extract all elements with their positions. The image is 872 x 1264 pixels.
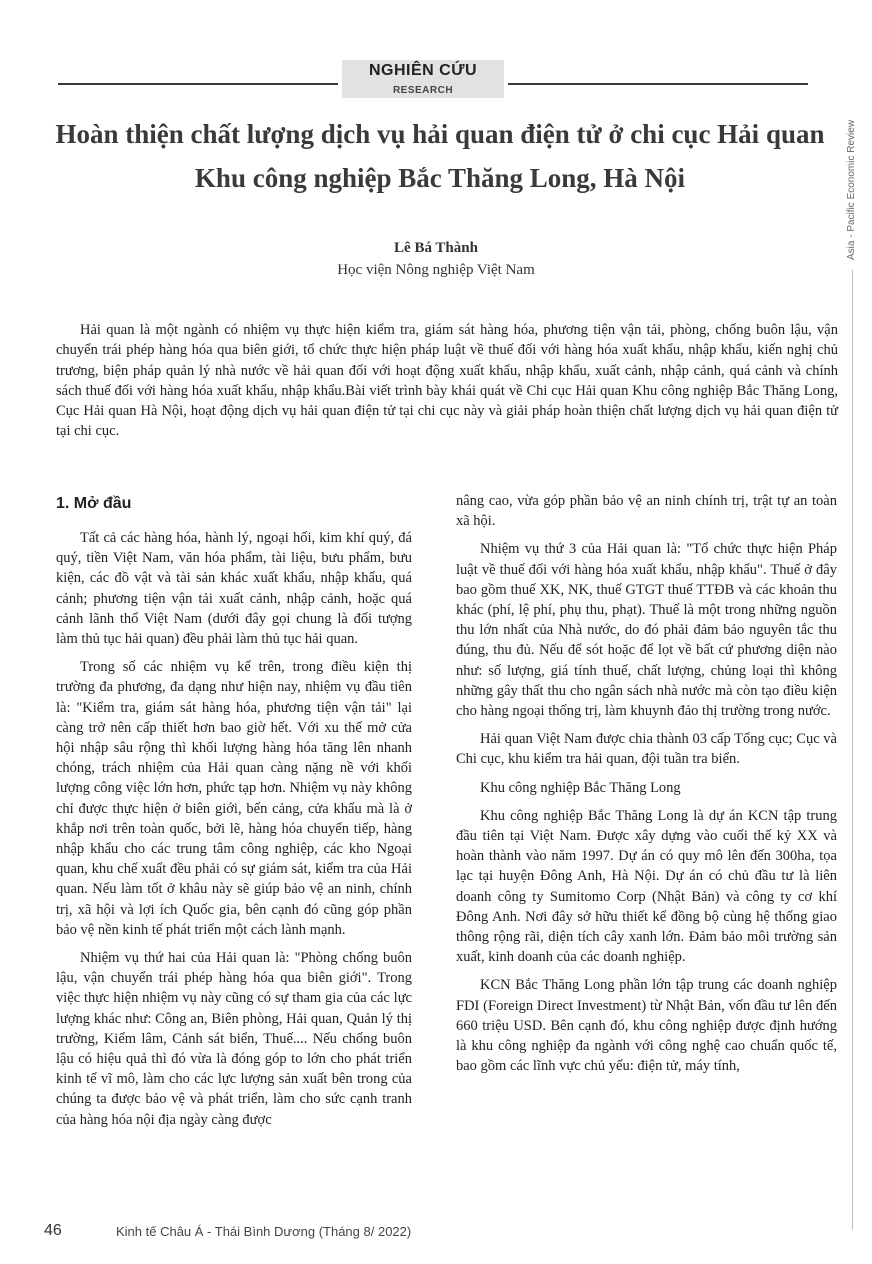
- abstract: Hải quan là một ngành có nhiệm vụ thực hiện kiểm tra, giám sát hàng hóa, phương tiện vận tải, phòng, chống buôn lậu, vận chuyển trái phép hàng hóa qua biên giới, tổ chức thực hiện pháp luật về thuế đối với hàng hóa xuất khẩu, nhập khẩu, kiến nghị chủ trương, biện pháp quản lý nhà nước về hải quan đối với hoạt động xuất khẩu, nhập khẩu, xuất cảnh, nhập cảnh, quá cảnh và chính sách thuế đối với hàng hóa xuất khẩu, nhập khẩu.Bài viết trình bày khái quát về Chi cục Hải quan Khu công nghiệp Bắc Thăng Long, Cục Hải quan Hà Nội, hoạt động dịch vụ hải quan điện tử tại chi cục này và giải pháp hoàn thiện chất lượng dịch vụ hải quan điện tử tại chi cục.: [56, 322, 838, 440]
- page-number: 46: [44, 1222, 62, 1239]
- paragraph: Nhiệm vụ thứ 3 của Hải quan là: "Tổ chức thực hiện Pháp luật về thuế đối với hàng hóa xuất khẩu, nhập khẩu". Thuế ở đây bao gồm thuế XK, NK, thuế GTGT thuế TTĐB và các khoản thu khác (phí, lệ phí, phụ thu, phạt). Thuế là một trong những nguồn thu lớn nhất của Nhà nước, do đó phải đảm bảo nguyên tắc thu đúng, thu đủ. Nếu để sót hoặc để lọt về bất cứ phương diện nào như: số lượng, giá tính thuế, chất lượng, chủng loại thì không những gây thất thu cho ngân sách nhà nước mà còn tạo điều kiện cho hàng ngoại thống trị, làm khuynh đảo thị trường trong nước.: [456, 541, 837, 720]
- paragraph: KCN Bắc Thăng Long phần lớn tập trung các doanh nghiệp FDI (Foreign Direct Investment) từ Nhật Bản, vốn đầu tư lên đến 660 triệu USD. Bên cạnh đó, khu công nghiệp được định hướng là khu công nghiệp đa ngành với công nghệ cao chuẩn quốc tế, bao gồm các lĩnh vực chủ yếu: điện tử, máy tính,: [456, 977, 837, 1075]
- subsection-heading: Khu công nghiệp Bắc Thăng Long: [480, 779, 681, 796]
- right-column: [456, 491, 837, 1076]
- section-heading: 1. Mở đầu: [56, 495, 132, 512]
- paragraph: Khu công nghiệp Bắc Thăng Long là dự án KCN tập trung đầu tiên tại Việt Nam. Được xây dựng vào cuối thế kỷ XX và hoàn thành vào năm 1997. Dự án có quy mô lên đến 300ha, tọa lạc tại huyện Đông Anh, Hà Nội. Dự án có chủ đầu tư là liên doanh công ty Sumitomo Corp (Nhật Bản) và công ty cơ khí Đông Anh. Nơi đây sở hữu thiết kế đồng bộ cùng hệ thống giao thông rộng rãi, diện tích cây xanh lớn. Đảm bảo môi trường sản xuất, kinh doanh của các doanh nghiệp.: [456, 807, 837, 966]
- section-subtitle: RESEARCH: [392, 85, 454, 96]
- paragraph: Hải quan Việt Nam được chia thành 03 cấp Tổng cục; Cục và Chi cục, khu kiểm tra hải quan, đội tuần tra biển.: [456, 731, 837, 768]
- left-column: [56, 528, 412, 1130]
- journal-side-label: Asia - Pacific Economic Review: [846, 119, 857, 260]
- paragraph: Trong số các nhiệm vụ kể trên, trong điều kiện thị trường đa phương, đa dạng như hiện nay, nhiệm vụ đầu tiên là: "Kiểm tra, giám sát hàng hóa, phương tiện vận tải" lại càng trở nên cấp thiết hơn bao giờ hết. Với xu thế mở cửa hội nhập sâu rộng thì khối lượng hàng hóa tăng lên nhanh chóng, trách nhiệm của Hải quan càng nặng nề với khối lượng công việc lớn hơn, phức tạp hơn. Nhiệm vụ này không chỉ được thực hiện ở biên giới, bến cảng, cửa khẩu mà là ở khắp nơi trên toàn quốc, bởi lẽ, hàng hóa chuyển tiếp, hàng nhập khẩu cho các trung tâm công nghiệp, các kho Ngoại quan, khu chế xuất đều phải có sự giám sát, kiểm tra của Hải quan. Nếu làm tốt ở khâu này sẽ giúp bảo vệ an ninh, chính trị, xã hội và lợi ích Quốc gia, bên cạnh đó cũng góp phần bảo vệ nền kinh tế phát triển một cách lành mạnh.: [56, 659, 412, 938]
- author-name: Lê Bá Thành: [394, 240, 478, 256]
- header-rule-right: [508, 83, 808, 85]
- header-rule-left: [58, 83, 338, 85]
- paragraph: nâng cao, vừa góp phần bảo vệ an ninh chính trị, trật tự an toàn xã hội.: [456, 493, 837, 530]
- paragraph: Nhiệm vụ thứ hai của Hải quan là: "Phòng chống buôn lậu, vận chuyển trái phép hàng hóa qua biên giới". Trong việc thực hiện nhiệm vụ này cũng có sự tham gia của các lực lượng khác như: Công an, Biên phòng, Hải quan, Quản lý thị trường, Kiểm lâm, Cảnh sát biển, Thuế.... Nếu chống buôn lậu có hiệu quả thì đó vừa là đóng góp to lớn cho phát triển kinh tế vĩ mô, làm cho các lực lượng sản xuất bên trong của chúng ta được bảo vệ và phát triển, làm cho sức cạnh tranh của hàng hóa nội địa ngày càng được: [56, 950, 412, 1128]
- journal-footer: Kinh tế Châu Á - Thái Bình Dương (Tháng 8/ 2022): [116, 1224, 412, 1239]
- article-title: Hoàn thiện chất lượng dịch vụ hải quan điện tử ở chi cục Hải quan Khu công nghiệp Bắc Thăng Long, Hà Nội: [55, 119, 825, 193]
- paragraph: Tất cả các hàng hóa, hành lý, ngoại hối, kim khí quý, đá quý, tiền Việt Nam, văn hóa phẩm, tài liệu, bưu phẩm, bưu kiện, các đồ vật và tài sản khác xuất khẩu, nhập khẩu, quá cảnh; phương tiện vận tải xuất cảnh, nhập cảnh, hoặc quá cảnh lãnh thổ Việt Nam (dưới đây gọi chung là đối tượng làm thủ tục hải quan) đều phải làm thủ tục hải quan.: [56, 530, 412, 648]
- section-title: NGHIÊN CỨU: [368, 62, 478, 79]
- author-affiliation: Học viện Nông nghiệp Việt Nam: [337, 262, 535, 278]
- side-rule: [852, 270, 853, 1230]
